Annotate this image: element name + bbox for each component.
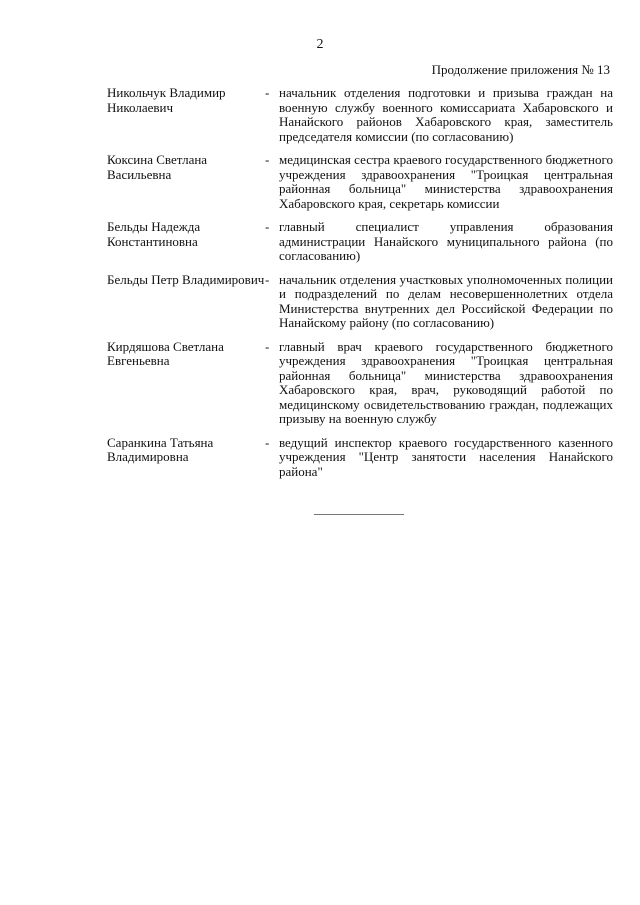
appendix-note: Продолжение приложения № 13: [431, 62, 610, 77]
dash-separator: -: [265, 434, 270, 450]
dash-separator: -: [265, 85, 270, 100]
page-number: 2: [316, 37, 324, 52]
member-position: главный специалист управления образования администрации Нанайского муниципального района (по согласованию): [279, 219, 613, 263]
member-position: начальник отделения участковых уполномоченных полиции и подразделений по делам несовершеннолетних отдела Министерства внутренних дел Российской Федерации по Нанайскому району (по согласованию): [279, 271, 613, 330]
member-name: Саранкина Татьяна Владимировна: [107, 434, 214, 464]
member-entry: [107, 220, 613, 264]
member-name: Бельды Петр Владимирович: [107, 271, 265, 287]
member-entry: [107, 340, 613, 427]
member-position: главный врач краевого государственного бюджетного учреждения здравоохранения "Троицкая центральная районная больница" министерства здравоохранения Хабаровского края, врач, руководящий работой по медицинскому освидетельствованию граждан, подлежащих призыву на военную службу: [279, 338, 613, 426]
member-entry: [107, 436, 613, 480]
member-position: ведущий инспектор краевого государственного казенного учреждения "Центр занятости населения Нанайского района": [279, 434, 613, 479]
member-name: Бельды Надежда Константиновна: [107, 219, 201, 249]
member-name: Коксина Светлана Васильевна: [107, 152, 208, 182]
member-position: начальник отделения подготовки и призыва граждан на военную службу военного комиссариата Хабаровского и Нанайского районов Хабаровского края, заместитель председателя комиссии (по согласованию): [279, 85, 613, 144]
member-position: медицинская сестра краевого государственного бюджетного учреждения здравоохранения "Троицкая центральная районная больница" министерства здравоохранения Хабаровского края, секретарь комиссии: [279, 152, 613, 211]
member-name: Кирдяшова Светлана Евгеньевна: [107, 338, 224, 368]
member-entry: [107, 153, 613, 211]
dash-separator: -: [265, 271, 270, 287]
member-entry: [107, 273, 613, 331]
commission-member-list: [107, 86, 613, 488]
end-of-list-rule: [314, 514, 404, 515]
dash-separator: -: [265, 338, 270, 354]
dash-separator: -: [265, 219, 270, 234]
member-entry: [107, 86, 613, 144]
member-name: Никольчук Владимир Николаевич: [107, 85, 226, 115]
dash-separator: -: [265, 152, 270, 167]
